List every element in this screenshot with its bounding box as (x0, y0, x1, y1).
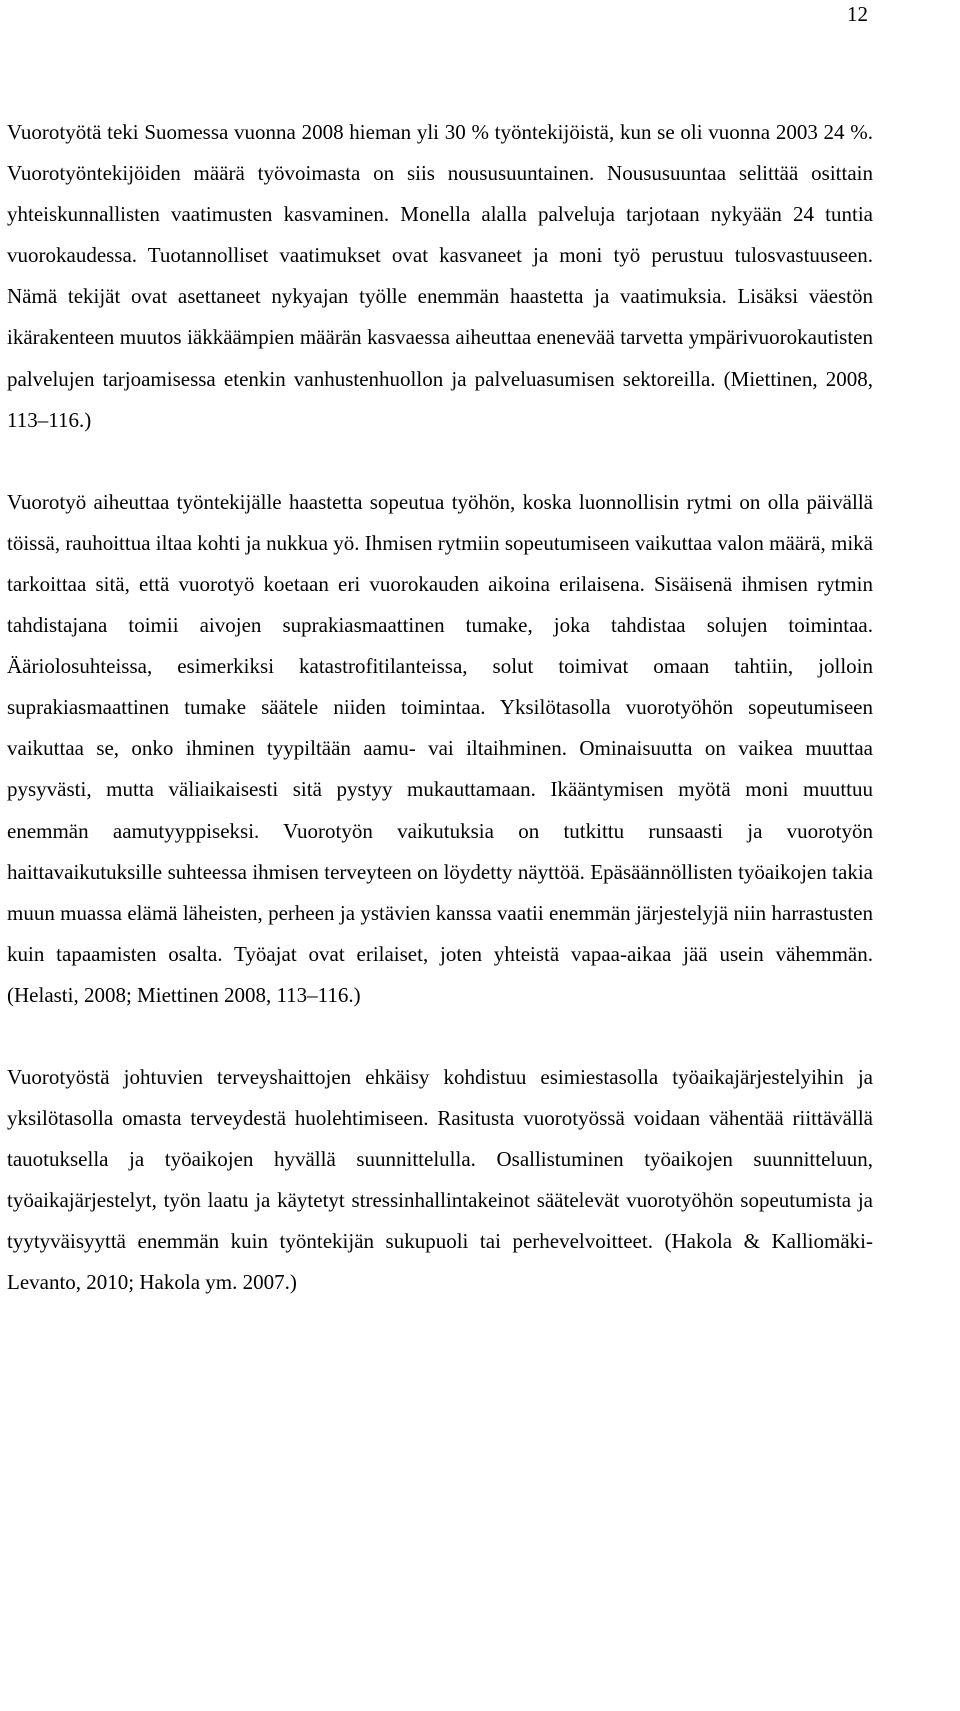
body-text (7, 112, 873, 1304)
paragraph-1: Vuorotyötä teki Suomessa vuonna 2008 hieman yli 30 % työntekijöistä, kun se oli vuonna 2003 24 %. Vuorotyöntekijöiden määrä työvoimasta on siis noususuuntainen. Noususuuntaa selittää osittain yhteiskunnallisten vaatimusten kasvaminen. Monella alalla palveluja tarjotaan nykyään 24 tuntia vuorokaudessa. Tuotannolliset vaatimukset ovat kasvaneet ja moni työ perustuu tulosvastuuseen. Nämä tekijät ovat asettaneet nykyajan työlle enemmän haastetta ja vaatimuksia. Lisäksi väestön ikärakenteen muutos iäkkäämpien määrän kasvaessa aiheuttaa enenevää tarvetta ympärivuorokautisten palvelujen tarjoamisessa etenkin vanhustenhuollon ja palveluasumisen sektoreilla. (Miettinen, 2008, 113–116.) (7, 120, 873, 432)
page-number: 12 (847, 2, 868, 26)
paragraph-2: Vuorotyö aiheuttaa työntekijälle haastetta sopeutua työhön, koska luonnollisin rytmi on olla päivällä töissä, rauhoittua iltaa kohti ja nukkua yö. Ihmisen rytmiin sopeutumiseen vaikuttaa valon määrä, mikä tarkoittaa sitä, että vuorotyö koetaan eri vuorokauden aikoina erilaisena. Sisäisenä ihmisen rytmin tahdistajana toimii aivojen suprakiasmaattinen tumake, joka tahdistaa solujen toimintaa. Ääriolosuhteissa, esimerkiksi katastrofitilanteissa, solut toimivat omaan tahtiin, jolloin suprakiasmaattinen tumake säätele niiden toimintaa. Yksilötasolla vuorotyöhön sopeutumiseen vaikuttaa se, onko ihminen tyypiltään aamu- vai iltaihminen. Ominaisuutta on vaikea muuttaa pysyvästi, mutta väliaikaisesti sitä pystyy mukauttamaan. Ikääntymisen myötä moni muuttuu enemmän aamutyyppiseksi. Vuorotyön vaikutuksia on tutkittu runsaasti ja vuorotyön haittavaikutuksille suhteessa ihmisen terveyteen on löydetty näyttöä. Epäsäännöllisten työaikojen takia muun muassa elämä läheisten, perheen ja ystävien kanssa vaatii enemmän järjestelyjä niin harrastusten kuin tapaamisten osalta. Työajat ovat erilaiset, joten yhteistä vapaa-aikaa jää usein vähemmän. (Helasti, 2008; Miettinen 2008, 113–116.) (7, 489, 873, 1007)
paragraph-3: Vuorotyöstä johtuvien terveyshaittojen ehkäisy kohdistuu esimiestasolla työaikajärjestelyihin ja yksilötasolla omasta terveydestä huolehtimiseen. Rasitusta vuorotyössä voidaan vähentää riittävällä tauotuksella ja työaikojen hyvällä suunnittelulla. Osallistuminen työaikojen suunnitteluun, työaikajärjestelyt, työn laatu ja käytetyt stressinhallintakeinot säätelevät vuorotyöhön sopeutumista ja tyytyväisyyttä enemmän kuin työntekijän sukupuoli tai perhevelvoitteet. (Hakola & Kalliomäki-Levanto, 2010; Hakola ym. 2007.) (7, 1064, 873, 1295)
